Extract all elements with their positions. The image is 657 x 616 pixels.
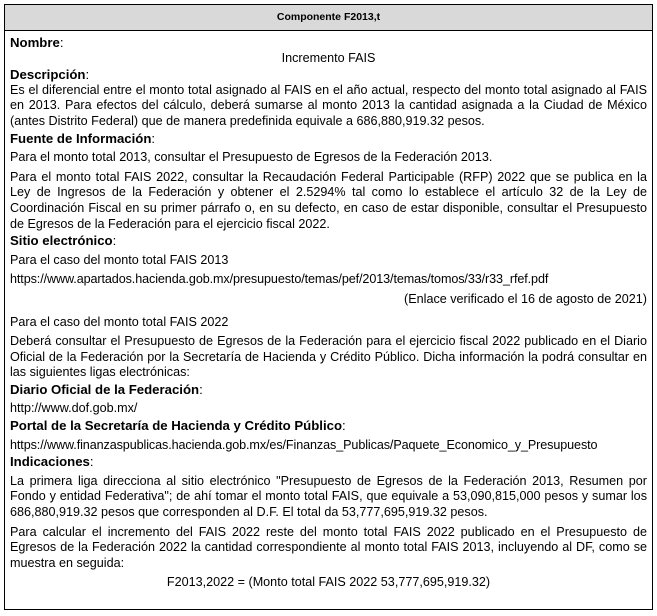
nombre-value: Incremento FAIS (281, 50, 376, 65)
nombre-heading (10, 35, 647, 51)
table-content (5, 31, 652, 591)
colon: : (112, 233, 117, 249)
sitio-case-2013: Para el caso del monto total FAIS 2013 (10, 252, 229, 267)
verified-note: (Enlace verificado el 16 de agosto de 2021) (404, 291, 647, 306)
formula: F2013,2022 = (Monto total FAIS 2022 53,777,695,919.32) (166, 575, 491, 590)
dof-heading (10, 382, 647, 398)
indicaciones-paragraph-2: Para calcular el incremento del FAIS 2022 reste del monto total FAIS 2022 publicado en el Presupuesto de Egresos de la Federación 2022 la cantidad correspondiente al monto total FAIS 2013, incluyendo al DF, como se muestra en seguida: (10, 524, 647, 570)
colon: : (85, 67, 90, 83)
colon: : (199, 381, 203, 397)
colon: : (89, 454, 94, 470)
sitio-text: Deberá consultar el Presupuesto de Egresos de la Federación para el ejercicio fiscal 2022 publicado en el Diario Oficial de la Federación por la Secretaría de Hacienda y Crédito Público. Dicha información la podrá consultar en las siguientes ligas electrónicas: (10, 334, 647, 380)
indicaciones-heading-text: Indicaciones (10, 454, 90, 470)
url-2013-link[interactable]: https://www.apartados.hacienda.gob.mx/presupuesto/temas/pef/2013/temas/tomos/33/r33_rfef.pdf (10, 272, 549, 287)
shcp-heading (10, 418, 647, 434)
fuente-heading-text: Fuente de Información (10, 130, 152, 146)
indicaciones-paragraph-1: La primera liga direcciona al sitio electrónico "Presupuesto de Egresos de la Federación 2013, Resumen por Fondo y entidad Federativa"; de ahí tomar el monto total FAIS, que equivale a 53,090,815,000 pesos y sumar los 686,880,919.32 pesos que corresponden al D.F. El total da 53,777,695,919.32 pesos. (10, 473, 647, 520)
fuente-heading (10, 131, 647, 147)
sitio-case-2022: Para el caso del monto total FAIS 2022 (10, 314, 229, 329)
colon: : (151, 130, 156, 146)
sitio-heading-text: Sitio electrónico (10, 233, 113, 249)
fuente-paragraph-1: Para el monto total 2013, consultar el Presupuesto de Egresos de la Federación 2013. (10, 150, 493, 165)
dof-heading-text: Diario Oficial de la Federación (10, 381, 200, 397)
fuente-paragraph-2: Para el monto total FAIS 2022, consultar la Recaudación Federal Participable (RFP) 2022 que se publica en la Ley de Ingresos de la Federación y obtener el 2.5294% tal como lo establece el artículo 32 de la Ley de Coordinación Fiscal en su primer párrafo o, en su defecto, en caso de estar disponible, consultar el Presupuesto de Egresos de la Federación para el ejercicio fiscal 2022. (10, 169, 647, 231)
shcp-link[interactable]: https://www.finanzaspublicas.hacienda.gob.mx/es/Finanzas_Publicas/Paquete_Economico_y_Presupuesto (10, 437, 598, 452)
nombre-heading-text: Nombre (10, 35, 60, 50)
dof-link[interactable]: http://www.dof.gob.mx/ (10, 401, 138, 416)
sitio-heading (10, 233, 647, 249)
shcp-heading-text: Portal de la Secretaría de Hacienda y Crédito Público (10, 418, 342, 434)
table-header: Componente F2013,t (5, 5, 652, 31)
descripcion-heading-text: Descripción (10, 67, 86, 83)
descripcion-heading (10, 67, 647, 83)
colon: : (342, 418, 346, 434)
colon: : (59, 35, 64, 50)
descripcion-text: Es el diferencial entre el monto total asignado al FAIS en el año actual, respecto del monto total asignado al FAIS en 2013. Para efectos del cálculo, deberá sumarse al monto 2013 la cantidad asignada a la Ciudad de México (antes Distrito Federal) que de manera predefinida equivale a 686,880,919.32 pesos. (10, 82, 647, 128)
indicaciones-heading (10, 454, 647, 470)
component-table (4, 4, 653, 610)
